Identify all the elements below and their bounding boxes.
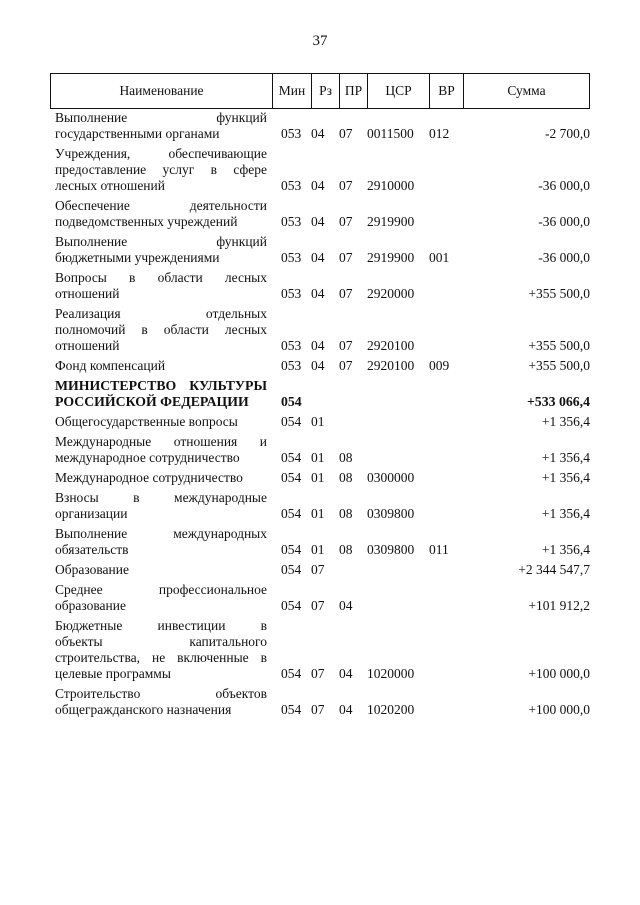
- row-csr: 2920000: [367, 286, 415, 301]
- row-vr: 012: [429, 126, 450, 141]
- row-min: 054: [281, 394, 302, 409]
- row-rz: 01: [311, 450, 325, 465]
- row-vr: 011: [429, 542, 449, 557]
- row-min: 054: [281, 414, 302, 429]
- row-csr: 0309800: [367, 506, 415, 521]
- row-name-line: РОССИЙСКОЙ ФЕДЕРАЦИИ: [55, 394, 249, 409]
- row-rz: 01: [311, 506, 325, 521]
- row-sum: +1 356,4: [541, 414, 590, 429]
- row-csr: 2919900: [367, 214, 415, 229]
- table-row: [55, 358, 590, 374]
- row-rz: 01: [311, 470, 325, 485]
- row-name: [55, 526, 267, 558]
- row-pr: 08: [339, 542, 353, 557]
- row-name-line: обязательств: [55, 542, 129, 557]
- row-rz: 07: [311, 562, 325, 577]
- row-sum: +1 356,4: [541, 506, 590, 521]
- row-sum: +100 000,0: [528, 666, 590, 681]
- row-name-line: Реализация отдельных: [55, 306, 267, 321]
- row-csr: 2920100: [367, 338, 415, 353]
- row-name-line: МИНИСТЕРСТВО КУЛЬТУРЫ: [55, 378, 267, 393]
- row-pr: 08: [339, 506, 353, 521]
- row-name-line: подведомственных учреждений: [55, 214, 238, 229]
- row-name-line: целевые программы: [55, 666, 171, 681]
- row-rz: 07: [311, 598, 325, 613]
- row-pr: 04: [339, 666, 353, 681]
- table-row: [55, 270, 590, 302]
- row-csr: 2920100: [367, 358, 415, 373]
- row-csr: 1020200: [367, 702, 415, 717]
- table-body: [55, 110, 590, 722]
- row-min: 053: [281, 214, 302, 229]
- row-name: [55, 306, 267, 354]
- row-sum: -36 000,0: [538, 214, 590, 229]
- row-name-line: образование: [55, 598, 126, 613]
- row-name: [55, 470, 267, 486]
- row-name-line: полномочий в области лесных: [55, 322, 267, 337]
- row-rz: 04: [311, 338, 325, 353]
- row-pr: 07: [339, 358, 353, 373]
- header-min: Мин: [273, 74, 312, 108]
- row-name-line: Выполнение функций: [55, 234, 267, 249]
- row-sum: +2 344 547,7: [518, 562, 590, 577]
- row-sum: -2 700,0: [545, 126, 590, 141]
- row-sum: +100 000,0: [528, 702, 590, 717]
- row-pr: 08: [339, 470, 353, 485]
- row-name-line: общегражданского назначения: [55, 702, 232, 717]
- row-sum: +533 066,4: [526, 394, 590, 409]
- row-name-line: организации: [55, 506, 128, 521]
- row-name-line: объекты капитального: [55, 634, 267, 649]
- table-row: [55, 490, 590, 522]
- table-header: [50, 73, 590, 109]
- row-name-line: Взносы в международные: [55, 490, 267, 505]
- row-min: 054: [281, 506, 302, 521]
- row-min: 053: [281, 338, 302, 353]
- row-name-line: Выполнение функций: [55, 110, 267, 125]
- row-rz: 07: [311, 666, 325, 681]
- row-name-line: отношений: [55, 338, 120, 353]
- page-number: 37: [312, 33, 328, 49]
- row-sum: +1 356,4: [541, 470, 590, 485]
- header-vr: ВР: [430, 74, 464, 108]
- row-name-line: Бюджетные инвестиции в: [55, 618, 267, 633]
- row-pr: 04: [339, 598, 353, 613]
- row-pr: 07: [339, 214, 353, 229]
- row-name: [55, 234, 267, 266]
- row-name: [55, 582, 267, 614]
- row-sum: -36 000,0: [538, 250, 590, 265]
- row-pr: 07: [339, 286, 353, 301]
- row-pr: 07: [339, 126, 353, 141]
- row-sum: +1 356,4: [541, 542, 590, 557]
- row-name: [55, 686, 267, 718]
- row-name: [55, 618, 267, 682]
- row-pr: 08: [339, 450, 353, 465]
- row-csr: 1020000: [367, 666, 415, 681]
- row-name-line: отношений: [55, 286, 120, 301]
- header-csr: ЦСР: [368, 74, 430, 108]
- row-sum: -36 000,0: [538, 178, 590, 193]
- header-pr: ПР: [340, 74, 368, 108]
- row-name-line: Строительство объектов: [55, 686, 267, 701]
- row-sum: +355 500,0: [528, 286, 590, 301]
- row-min: 053: [281, 126, 302, 141]
- row-name-line: Общегосударственные вопросы: [55, 414, 238, 429]
- row-csr: 0011500: [367, 126, 414, 141]
- row-name-line: Международное сотрудничество: [55, 470, 243, 485]
- row-min: 054: [281, 450, 302, 465]
- row-rz: 04: [311, 286, 325, 301]
- row-min: 054: [281, 598, 302, 613]
- table-row: [55, 686, 590, 718]
- row-name: [55, 562, 267, 578]
- table-row: [55, 526, 590, 558]
- row-sum: +355 500,0: [528, 338, 590, 353]
- table-row: [55, 306, 590, 354]
- row-pr: 07: [339, 250, 353, 265]
- row-name: [55, 198, 267, 230]
- row-min: 054: [281, 666, 302, 681]
- row-name-line: Международные отношения и: [55, 434, 267, 449]
- row-sum: +101 912,2: [528, 598, 590, 613]
- row-vr: 001: [429, 250, 450, 265]
- table-row: [55, 618, 590, 682]
- row-name-line: Вопросы в области лесных: [55, 270, 267, 285]
- row-min: 053: [281, 286, 302, 301]
- row-min: 054: [281, 470, 302, 485]
- row-csr: 0309800: [367, 542, 415, 557]
- table-row: [55, 562, 590, 578]
- row-min: 054: [281, 702, 302, 717]
- row-rz: 04: [311, 250, 325, 265]
- row-sum: +355 500,0: [528, 358, 590, 373]
- table-row: [55, 378, 590, 410]
- row-min: 054: [281, 542, 302, 557]
- row-name-line: Образование: [55, 562, 129, 577]
- row-pr: 04: [339, 702, 353, 717]
- row-sum: +1 356,4: [541, 450, 590, 465]
- row-name: [55, 358, 267, 374]
- header-name: Наименование: [51, 74, 273, 108]
- row-name: [55, 378, 267, 410]
- row-name-line: Обеспечение деятельности: [55, 198, 267, 213]
- row-name: [55, 490, 267, 522]
- row-rz: 04: [311, 126, 325, 141]
- table-row: [55, 434, 590, 466]
- row-rz: 04: [311, 358, 325, 373]
- row-rz: 07: [311, 702, 325, 717]
- row-rz: 01: [311, 542, 325, 557]
- row-vr: 009: [429, 358, 450, 373]
- table-row: [55, 110, 590, 142]
- row-rz: 01: [311, 414, 325, 429]
- row-name: [55, 434, 267, 466]
- row-name: [55, 110, 267, 142]
- row-csr: 0300000: [367, 470, 415, 485]
- row-name-line: предоставление услуг в сфере: [55, 162, 267, 177]
- row-pr: 07: [339, 338, 353, 353]
- table-row: [55, 146, 590, 194]
- row-min: 054: [281, 562, 302, 577]
- header-sum: Сумма: [507, 83, 546, 98]
- row-rz: 04: [311, 214, 325, 229]
- row-name-line: строительства, не включенные в: [55, 650, 267, 665]
- row-min: 053: [281, 358, 302, 373]
- table-row: [55, 234, 590, 266]
- table-row: [55, 414, 590, 430]
- row-name-line: Среднее профессиональное: [55, 582, 267, 597]
- row-name-line: международное сотрудничество: [55, 450, 240, 465]
- row-name: [55, 270, 267, 302]
- row-csr: 2910000: [367, 178, 415, 193]
- table-row: [55, 198, 590, 230]
- row-name-line: Выполнение международных: [55, 526, 267, 541]
- row-pr: 07: [339, 178, 353, 193]
- row-name: [55, 414, 267, 430]
- row-name-line: бюджетными учреждениями: [55, 250, 220, 265]
- row-min: 053: [281, 178, 302, 193]
- row-min: 053: [281, 250, 302, 265]
- row-name-line: государственными органами: [55, 126, 220, 141]
- row-name-line: лесных отношений: [55, 178, 165, 193]
- table-row: [55, 582, 590, 614]
- row-name-line: Учреждения, обеспечивающие: [55, 146, 267, 161]
- row-csr: 2919900: [367, 250, 415, 265]
- row-rz: 04: [311, 178, 325, 193]
- table-row: [55, 470, 590, 486]
- header-rz: Рз: [312, 74, 340, 108]
- row-name-line: Фонд компенсаций: [55, 358, 166, 373]
- row-name: [55, 146, 267, 194]
